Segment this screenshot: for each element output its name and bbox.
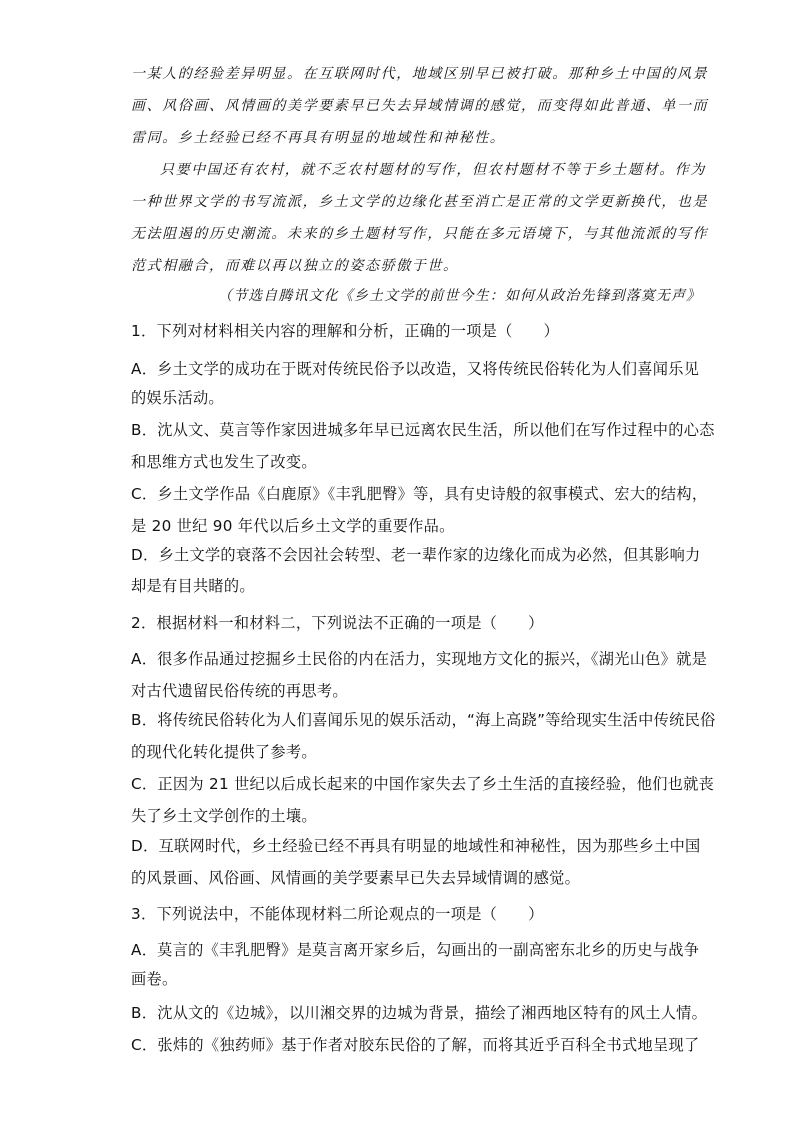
question-option-cont: 是 20 世纪 90 年代以后乡土文学的重要作品。 <box>131 517 455 535</box>
passage-line: 无法阻遏的历史潮流。未来的乡土题材写作，只能在多元语境下，与其他流派的写作 <box>131 226 709 242</box>
question-option-cont: 的风景画、风俗画、风情画的美学要素早已失去异域情调的感觉。 <box>131 869 581 887</box>
passage-line: 只要中国还有农村，就不乏农村题材的写作，但农村题材不等于乡土题材。作为 <box>160 162 706 178</box>
question-stem: 1．下列对材料相关内容的理解和分析，正确的一项是（ ） <box>131 322 560 340</box>
question-option-cont: 失了乡土文学创作的土壤。 <box>131 807 317 825</box>
question-option: D．乡土文学的衰落不会因社会转型、老一辈作家的边缘化而成为必然，但其影响力 <box>131 546 701 564</box>
question-option: B．沈从文的《边城》，以川湘交界的边城为背景，描绘了湘西地区特有的风土人情。 <box>131 1004 708 1022</box>
question-stem: 3．下列说法中，不能体现材料二所论观点的一项是（ ） <box>131 905 544 923</box>
question-option-cont: 的娱乐活动。 <box>131 389 224 407</box>
question-option: B．沈从文、莫言等作家因进城多年早已远离农民生活，所以他们在写作过程中的心态 <box>131 421 715 439</box>
question-option-cont: 对古代遗留民俗传统的再思考。 <box>131 682 348 700</box>
passage-line: 画、风俗画、风情画的美学要素早已失去异域情调的感觉，而变得如此普通、单一而 <box>131 98 709 114</box>
passage-line: 范式相融合，而难以再以独立的姿态骄傲于世。 <box>131 258 459 274</box>
passage-source: （节选自腾讯文化《乡土文学的前世今生：如何从政治先锋到落寞无声》 <box>218 288 702 304</box>
question-option: C．张炜的《独药师》基于作者对胶东民俗的了解，而将其近乎百科全书式地呈现了 <box>131 1036 700 1054</box>
question-option: A．很多作品通过挖掘乡土民俗的内在活力，实现地方文化的振兴，《湖光山色》就是 <box>131 650 708 668</box>
passage-line: 雷同。乡土经验已经不再具有明显的地域性和神秘性。 <box>131 130 506 146</box>
passage-line: 一某人的经验差异明显。在互联网时代，地域区别早已被打破。那种乡土中国的风景 <box>131 66 709 82</box>
question-option: C．乡土文学作品《白鹿原》《丰乳肥臀》等，具有史诗般的叙事模式、宏大的结构， <box>131 485 708 503</box>
question-option-cont: 却是有目共睹的。 <box>131 577 255 595</box>
question-option-cont: 的现代化转化提供了参考。 <box>131 743 317 761</box>
question-option: A．乡土文学的成功在于既对传统民俗予以改造，又将传统民俗转化为人们喜闻乐见 <box>131 360 700 378</box>
question-stem: 2．根据材料一和材料二，下列说法不正确的一项是（ ） <box>131 614 544 632</box>
question-option-cont: 画卷。 <box>131 970 178 988</box>
question-option: D．互联网时代，乡土经验已经不再具有明显的地域性和神秘性，因为那些乡土中国 <box>131 837 701 855</box>
question-option: C．正因为 21 世纪以后成长起来的中国作家失去了乡土生活的直接经验，他们也就丧 <box>131 775 715 793</box>
question-option: B．将传统民俗转化为人们喜闻乐见的娱乐活动，“海上高跷”等给现实生活中传统民俗 <box>131 711 716 729</box>
passage-line: 一种世界文学的书写流派，乡土文学的边缘化甚至消亡是正常的文学更新换代，也是 <box>131 194 709 210</box>
question-option: A．莫言的《丰乳肥臀》是莫言离开家乡后，勾画出的一副高密东北乡的历史与战争 <box>131 941 700 959</box>
question-option-cont: 和思维方式也发生了改变。 <box>131 453 317 471</box>
